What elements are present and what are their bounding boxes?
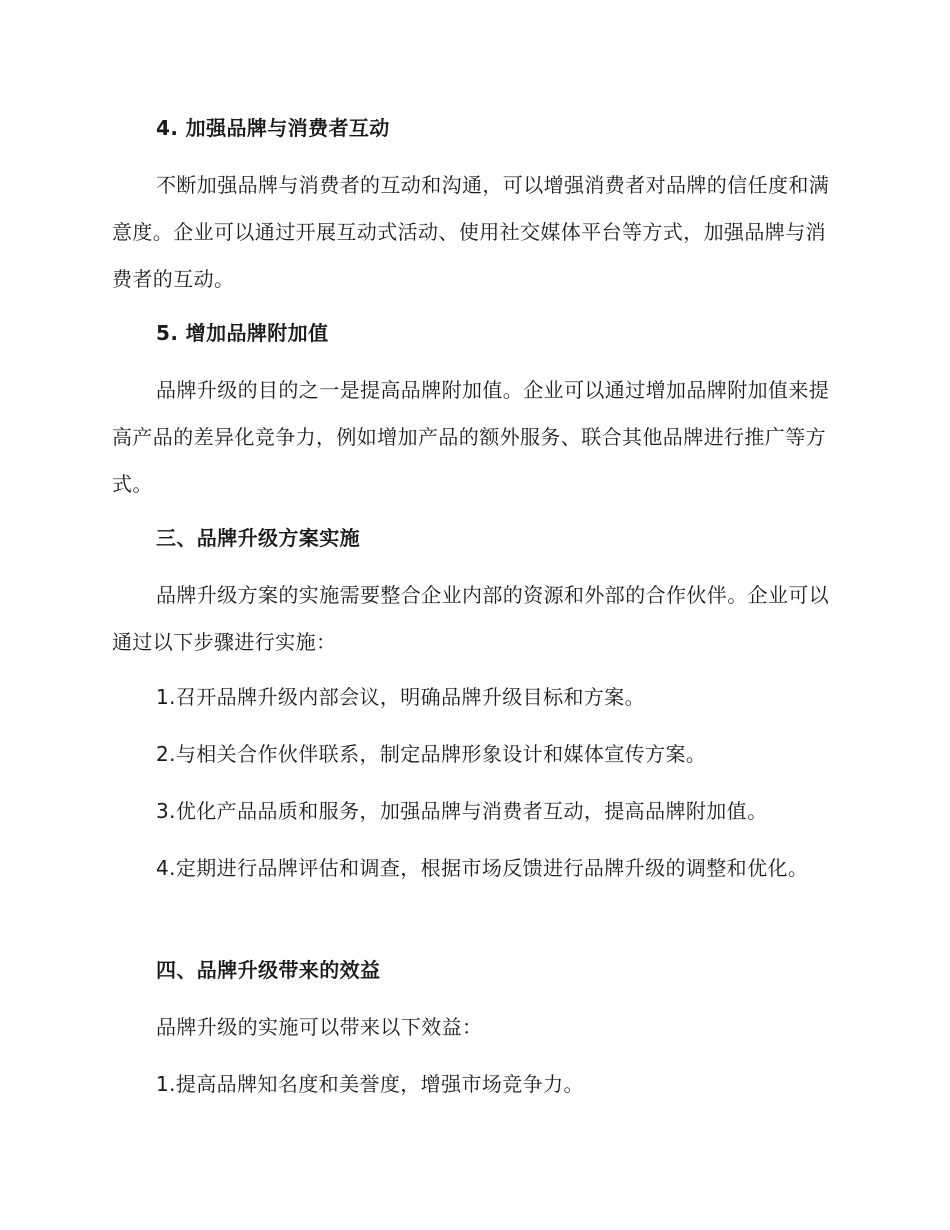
- heading-added-value: 5. 增加品牌附加值: [156, 321, 329, 345]
- heading-implementation: 三、品牌升级方案实施: [156, 526, 360, 550]
- implementation-step-4: 4.定期进行品牌评估和调查，根据市场反馈进行品牌升级的调整和优化。: [156, 856, 809, 880]
- implementation-step-2: 2.与相关合作伙伴联系，制定品牌形象设计和媒体宣传方案。: [156, 742, 707, 766]
- paragraph-added-value: 品牌升级的目的之一是提高品牌附加值。企业可以通过增加品牌附加值来提高产品的差异化竞争力，例如增加产品的额外服务、联合其他品牌进行推广等方式。: [112, 378, 830, 496]
- paragraph-benefits-intro: 品牌升级的实施可以带来以下效益：: [156, 1015, 483, 1039]
- implementation-step-1: 1.召开品牌升级内部会议，明确品牌升级目标和方案。: [156, 685, 646, 709]
- heading-benefits: 四、品牌升级带来的效益: [156, 958, 381, 982]
- paragraph-implementation-intro: 品牌升级方案的实施需要整合企业内部的资源和外部的合作伙伴。企业可以通过以下步骤进行实施：: [112, 583, 830, 654]
- implementation-step-3: 3.优化产品品质和服务，加强品牌与消费者互动，提高品牌附加值。: [156, 799, 768, 823]
- paragraph-strengthen-interaction: 不断加强品牌与消费者的互动和沟通，可以增强消费者对品牌的信任度和满意度。企业可以通过开展互动式活动、使用社交媒体平台等方式，加强品牌与消费者的互动。: [112, 173, 830, 291]
- benefit-item-1: 1.提高品牌知名度和美誉度，增强市场竞争力。: [156, 1072, 584, 1096]
- heading-strengthen-interaction: 4. 加强品牌与消费者互动: [156, 116, 390, 140]
